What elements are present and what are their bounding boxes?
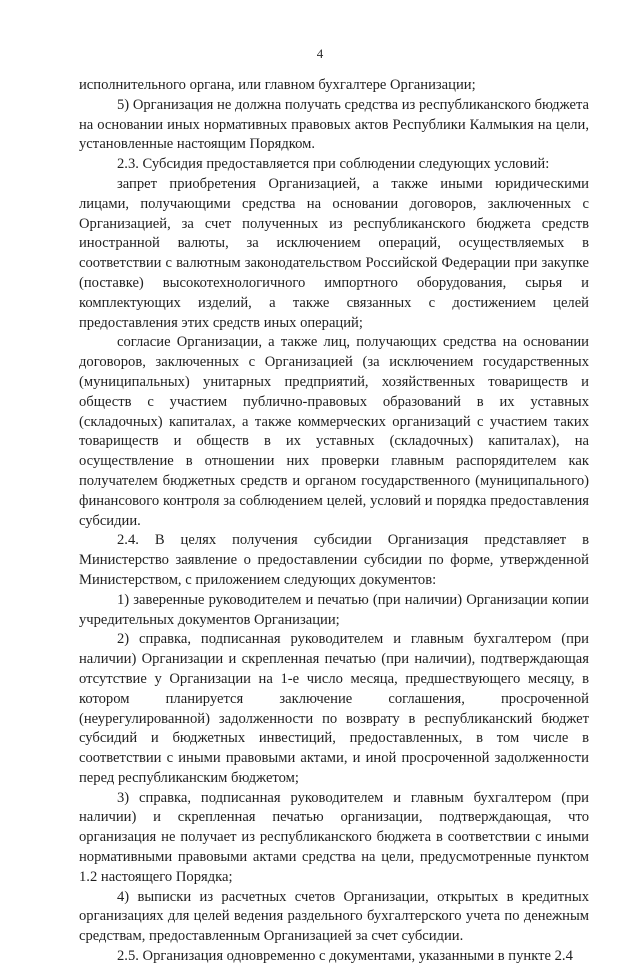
paragraph-item-5: 5) Организация не должна получать средства из республиканского бюджета на основании иных нормативных правовых актов Республики Калмыкия на цели, установленные настоящим Порядком. bbox=[79, 96, 589, 153]
paragraph-2-4: 2.4. В целях получения субсидии Организация представляет в Министерство заявление о предоставлении субсидии по форме, утвержденной Министерством, с приложением следующих документов: bbox=[79, 532, 589, 588]
paragraph-doc-4: 4) выписки из расчетных счетов Организации, открытых в кредитных организациях для целей ведения раздельного бухгалтерского учета по денежным средствам, предоставленным Организацией за счет субсидии. bbox=[79, 888, 589, 945]
document-body bbox=[79, 76, 589, 967]
paragraph-doc-3: 3) справка, подписанная руководителем и главным бухгалтером (при наличии) и скрепленная печатью организации, подтверждающая, что организация не получает из республиканского бюджета в соответствии с иными нормативными правовыми актами средства на цели, предусмотренные пунктом 1.2 настоящего Порядка; bbox=[79, 789, 589, 885]
paragraph-doc-1: 1) заверенные руководителем и печатью (при наличии) Организации копии учредительных документов Организации; bbox=[79, 591, 589, 628]
paragraph-2-3: 2.3. Субсидия предоставляется при соблюдении следующих условий: bbox=[117, 156, 550, 173]
paragraph-continuation: исполнительного органа, или главном бухгалтере Организации; bbox=[79, 77, 476, 93]
paragraph-2-5: 2.5. Организация одновременно с документами, указанными в пункте 2.4 bbox=[117, 948, 573, 965]
paragraph-consent: согласие Организации, а также лиц, получающих средства на основании договоров, заключенных с Организацией (за исключением государственных (муниципальных) унитарных предприятий, хозяйственных товариществ и обществ с участием публично-правовых образований в их уставных (складочных) капиталах, а также коммерческих организаций с участием таких товариществ и обществ в их уставных (складочных) капиталах), на осуществление в отношении них проверки главным распорядителем как получателем бюджетных средств и органом государственного (муниципального) финансового контроля за соблюдением целей, условий и порядка предоставления субсидии. bbox=[79, 334, 589, 529]
paragraph-doc-2: 2) справка, подписанная руководителем и главным бухгалтером (при наличии) Организации и скрепленная печатью (при наличии), подтверждающая отсутствие у Организации на 1-е число месяца, предшествующего месяцу, в котором планируется заключение соглашения, просроченной (неурегулированной) задолженности по возврату в республиканский бюджет субсидий и бюджетных инвестиций, предоставленных, в том числе в соответствии с иными правовыми актами, и иной просроченной задолженности перед республиканским бюджетом; bbox=[79, 631, 589, 786]
paragraph-currency-ban: запрет приобретения Организацией, а также иными юридическими лицами, получающими средства на основании договоров, заключенных с Организацией, за счет полученных из республиканского бюджета средств иностранной валюты, за исключением операций, осуществляемых в соответствии с валютным законодательством Российской Федерации при закупке (поставке) высокотехнологичного импортного оборудования, сырья и комплектующих изделий, а также связанных с достижением целей предоставления этих средств иных операций; bbox=[79, 175, 589, 331]
page-number: 4 bbox=[316, 46, 324, 61]
